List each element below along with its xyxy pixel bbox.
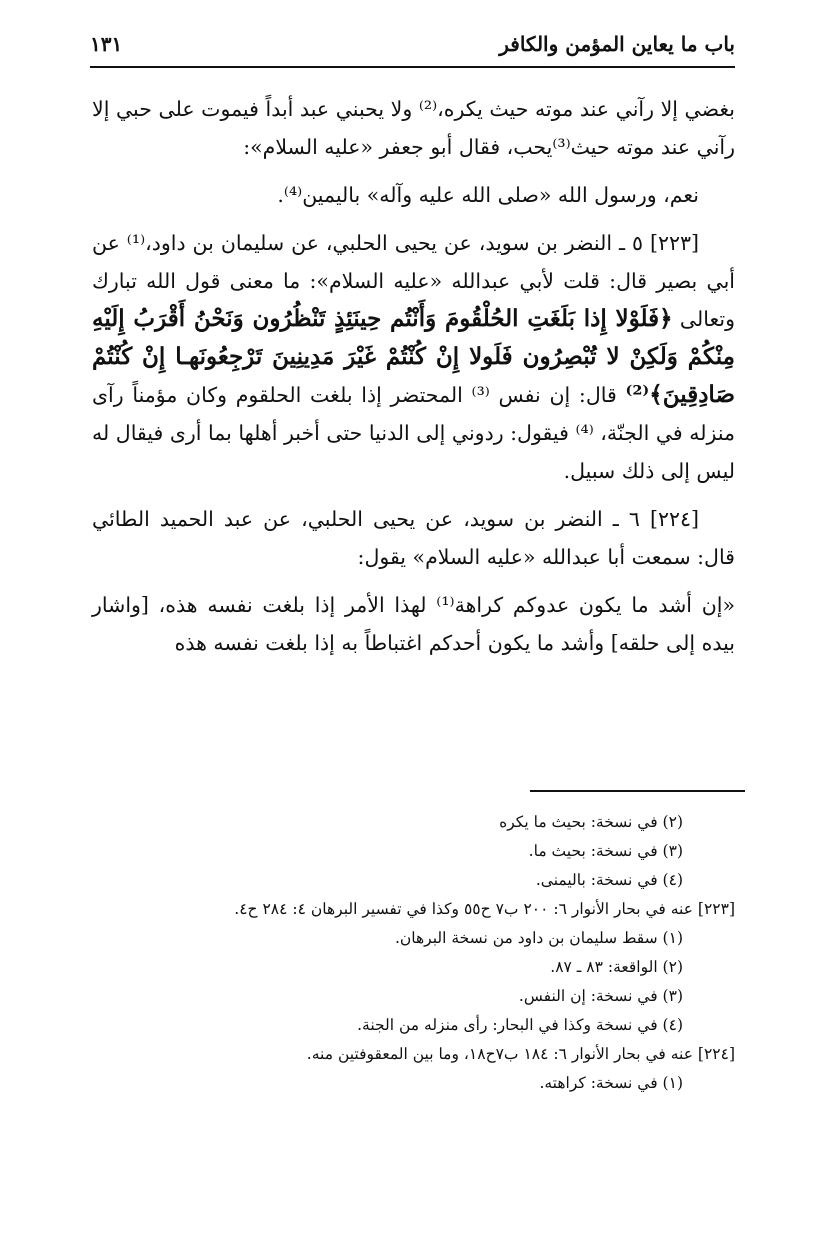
footnote-source: [٢٢٤] عنه في بحار الأنوار ٦: ١٨٤ ب٧ح١٨، وما بين المعقوفتين منه.: [306, 1045, 735, 1063]
footnote-source: [٢٢٣] عنه في بحار الأنوار ٦: ٢٠٠ ب٧ ح٥٥ وكذا في تفسير البرهان ٤: ٢٨٤ ح٤.: [234, 900, 735, 918]
running-title: باب ما يعاين المؤمن والكافر: [499, 32, 735, 56]
hadith-223-chain: [٢٢٣] ٥ ـ النضر بن سويد، عن يحيى الحلبي، عن سليمان بن داود،⁽¹⁾ عن أبي بصير قال: قلت لأبي عبدالله «عليه السلام»: ما معنى قول الله تبارك وتعالى: [92, 231, 735, 331]
footnote: (٣) في نسخة: بحيث ما.: [528, 842, 683, 860]
footnote: (١) في نسخة: كراهته.: [539, 1074, 683, 1092]
footnotes: [92, 808, 735, 1098]
footnote: (٣) في نسخة: إن النفس.: [518, 987, 683, 1005]
paragraph-hadith-224: [٢٢٤] ٦ ـ النضر بن سويد، عن يحيى الحلبي، عن عبد الحميد الطائي قال: سمعت أبا عبدالله «عليه السلام» يقول:: [92, 507, 735, 569]
quran-verse: ﴿فَلَوْلا إِذا بَلَغَتِ الحُلْقُومَ وَأَنْتُم حِينَئِذٍ تَنْظُرُون وَنَحْنُ أَقْرَبُ إِلَيْهِ مِنْكُمْ وَلَكِنْ لا تُبْصِرُون فَلَولا إِنْ كُنْتُمْ غَيْرَ مَدِينِينَ تَرْجِعُونَهـا إِنْ كُنْتُمْ صَادِقِينَ﴾⁽²⁾: [92, 305, 735, 408]
footnote: (٢) الواقعة: ٨٣ ـ ٨٧.: [550, 958, 683, 976]
main-text: [92, 90, 735, 672]
footnote: (٤) في نسخة: باليمنى.: [535, 871, 683, 889]
footnote-divider: [530, 790, 745, 792]
footnote: (٢) في نسخة: بحيث ما يكره: [499, 813, 683, 831]
footnote: (١) سقط سليمان بن داود من نسخة البرهان.: [394, 929, 683, 947]
paragraph-hadith-223: [92, 224, 735, 490]
paragraph-reply: نعم، ورسول الله «صلى الله عليه وآله» باليمين⁽⁴⁾.: [277, 183, 699, 207]
footnote: (٤) في نسخة وكذا في البحار: رأى منزله من الجنة.: [357, 1016, 683, 1034]
paragraph-continuation: بغضي إلا رآني عند موته حيث يكره،⁽²⁾ ولا يحبني عبد أبداً فيموت على حبي إلا رآني عند موته حيث⁽³⁾يحب، فقال أبو جعفر «عليه السلام»:: [92, 97, 735, 159]
hadith-223-text: قال: إن نفس ⁽³⁾ المحتضر إذا بلغت الحلقوم وكان مؤمناً رآى منزله في الجنّة، ⁽⁴⁾ فيقول: ردوني إلى الدنيا حتى أخبر أهلها بما أرى فيقال له ليس إلى ذلك سبيل.: [92, 383, 735, 483]
page-header: [90, 26, 735, 68]
page-number: ١٣١: [90, 32, 123, 56]
paragraph-hadith-224-text: «إن أشد ما يكون عدوكم كراهة⁽¹⁾ لهذا الأمر إذا بلغت نفسه هذه، [واشار بيده إلى حلقه] وأشد ما يكون أحدكم اغتباطاً به إذا بلغت نفسه هذه: [92, 593, 735, 655]
